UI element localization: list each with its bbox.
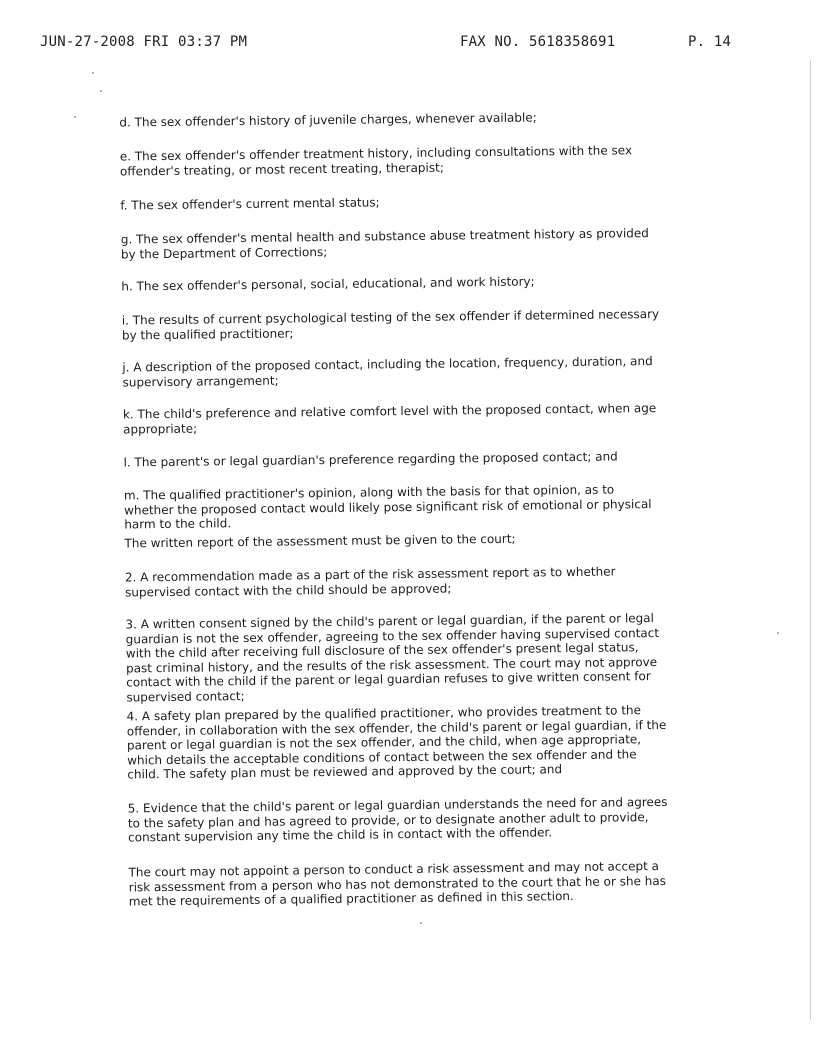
item-3: 3. A written consent signed by the child's parent or legal guardian, if the parent or legal guardian is not the sex offender, agreeing to the sex offender having supervised contact with the child after receiving full disclosure of the sex offender's present legal status, past criminal history, and the results of the risk assessment. The court may not approve contact with the child if the parent or legal guardian refuses to give written consent for supervised contact; (125, 611, 660, 704)
closing-paragraph: The court may not appoint a person to conduct a risk assessment and may not accept a risk assessment from a person who has not demonstrated to the court that he or she has met the requirements of a qualified practitioner as defined in this section. (128, 858, 667, 909)
written-report-note: The written report of the assessment must be given to the court; (124, 531, 516, 551)
item-2: 2. A recommendation made as a part of the risk assessment report as to whether supervised contact with the child should be approved; (124, 564, 616, 599)
item-l: l. The parent's or legal guardian's preference regarding the proposed contact; and (123, 449, 618, 470)
item-k: k. The child's preference and relative comfort level with the proposed contact, when age appropriate; (122, 400, 657, 436)
item-j: j. A description of the proposed contact, including the location, frequency, duration, and supervisory arrangement; (122, 354, 653, 390)
item-h: h. The sex offender's personal, social, educational, and work history; (121, 274, 535, 294)
item-d: d. The sex offender's history of juvenile charges, whenever available; (119, 110, 537, 130)
fax-number: FAX NO. 5618358691 (460, 34, 616, 50)
item-e: e. The sex offender's offender treatment history, including consultations with the sex offender's treating, or most recent treating, therapist; (119, 143, 633, 179)
item-g: g. The sex offender's mental health and substance abuse treatment history as provided by the Department of Corrections; (120, 226, 649, 262)
item-5: 5. Evidence that the child's parent or legal guardian understands the need for and agrees to the safety plan and has agreed to provide, or to designate another adult to provide, constant supervision any time the child is in contact with the offender. (127, 794, 668, 845)
page-number: P. 14 (688, 34, 732, 50)
item-f: f. The sex offender's current mental status; (120, 195, 380, 213)
item-i: i. The results of current psychological testing of the sex offender if determined necessary by the qualified practitioner; (121, 306, 660, 343)
item-4: 4. A safety plan prepared by the qualified practitioner, who provides treatment to the offender, in collaboration with the sex offender, the child's parent or legal guardian, if the parent or legal guardian is not the sex offender, and the child, when age appropriate, which details the acceptable conditions of contact between the sex offender and the child. The safety plan must be reviewed and approved by the court; and (126, 703, 667, 782)
item-m: m. The qualified practitioner's opinion, along with the basis for that opinion, as to whether the proposed contact would likely pose significant risk of emotional or physical harm to the child. (123, 482, 652, 532)
fax-date-time: JUN-27-2008 FRI 03:37 PM (40, 34, 248, 50)
